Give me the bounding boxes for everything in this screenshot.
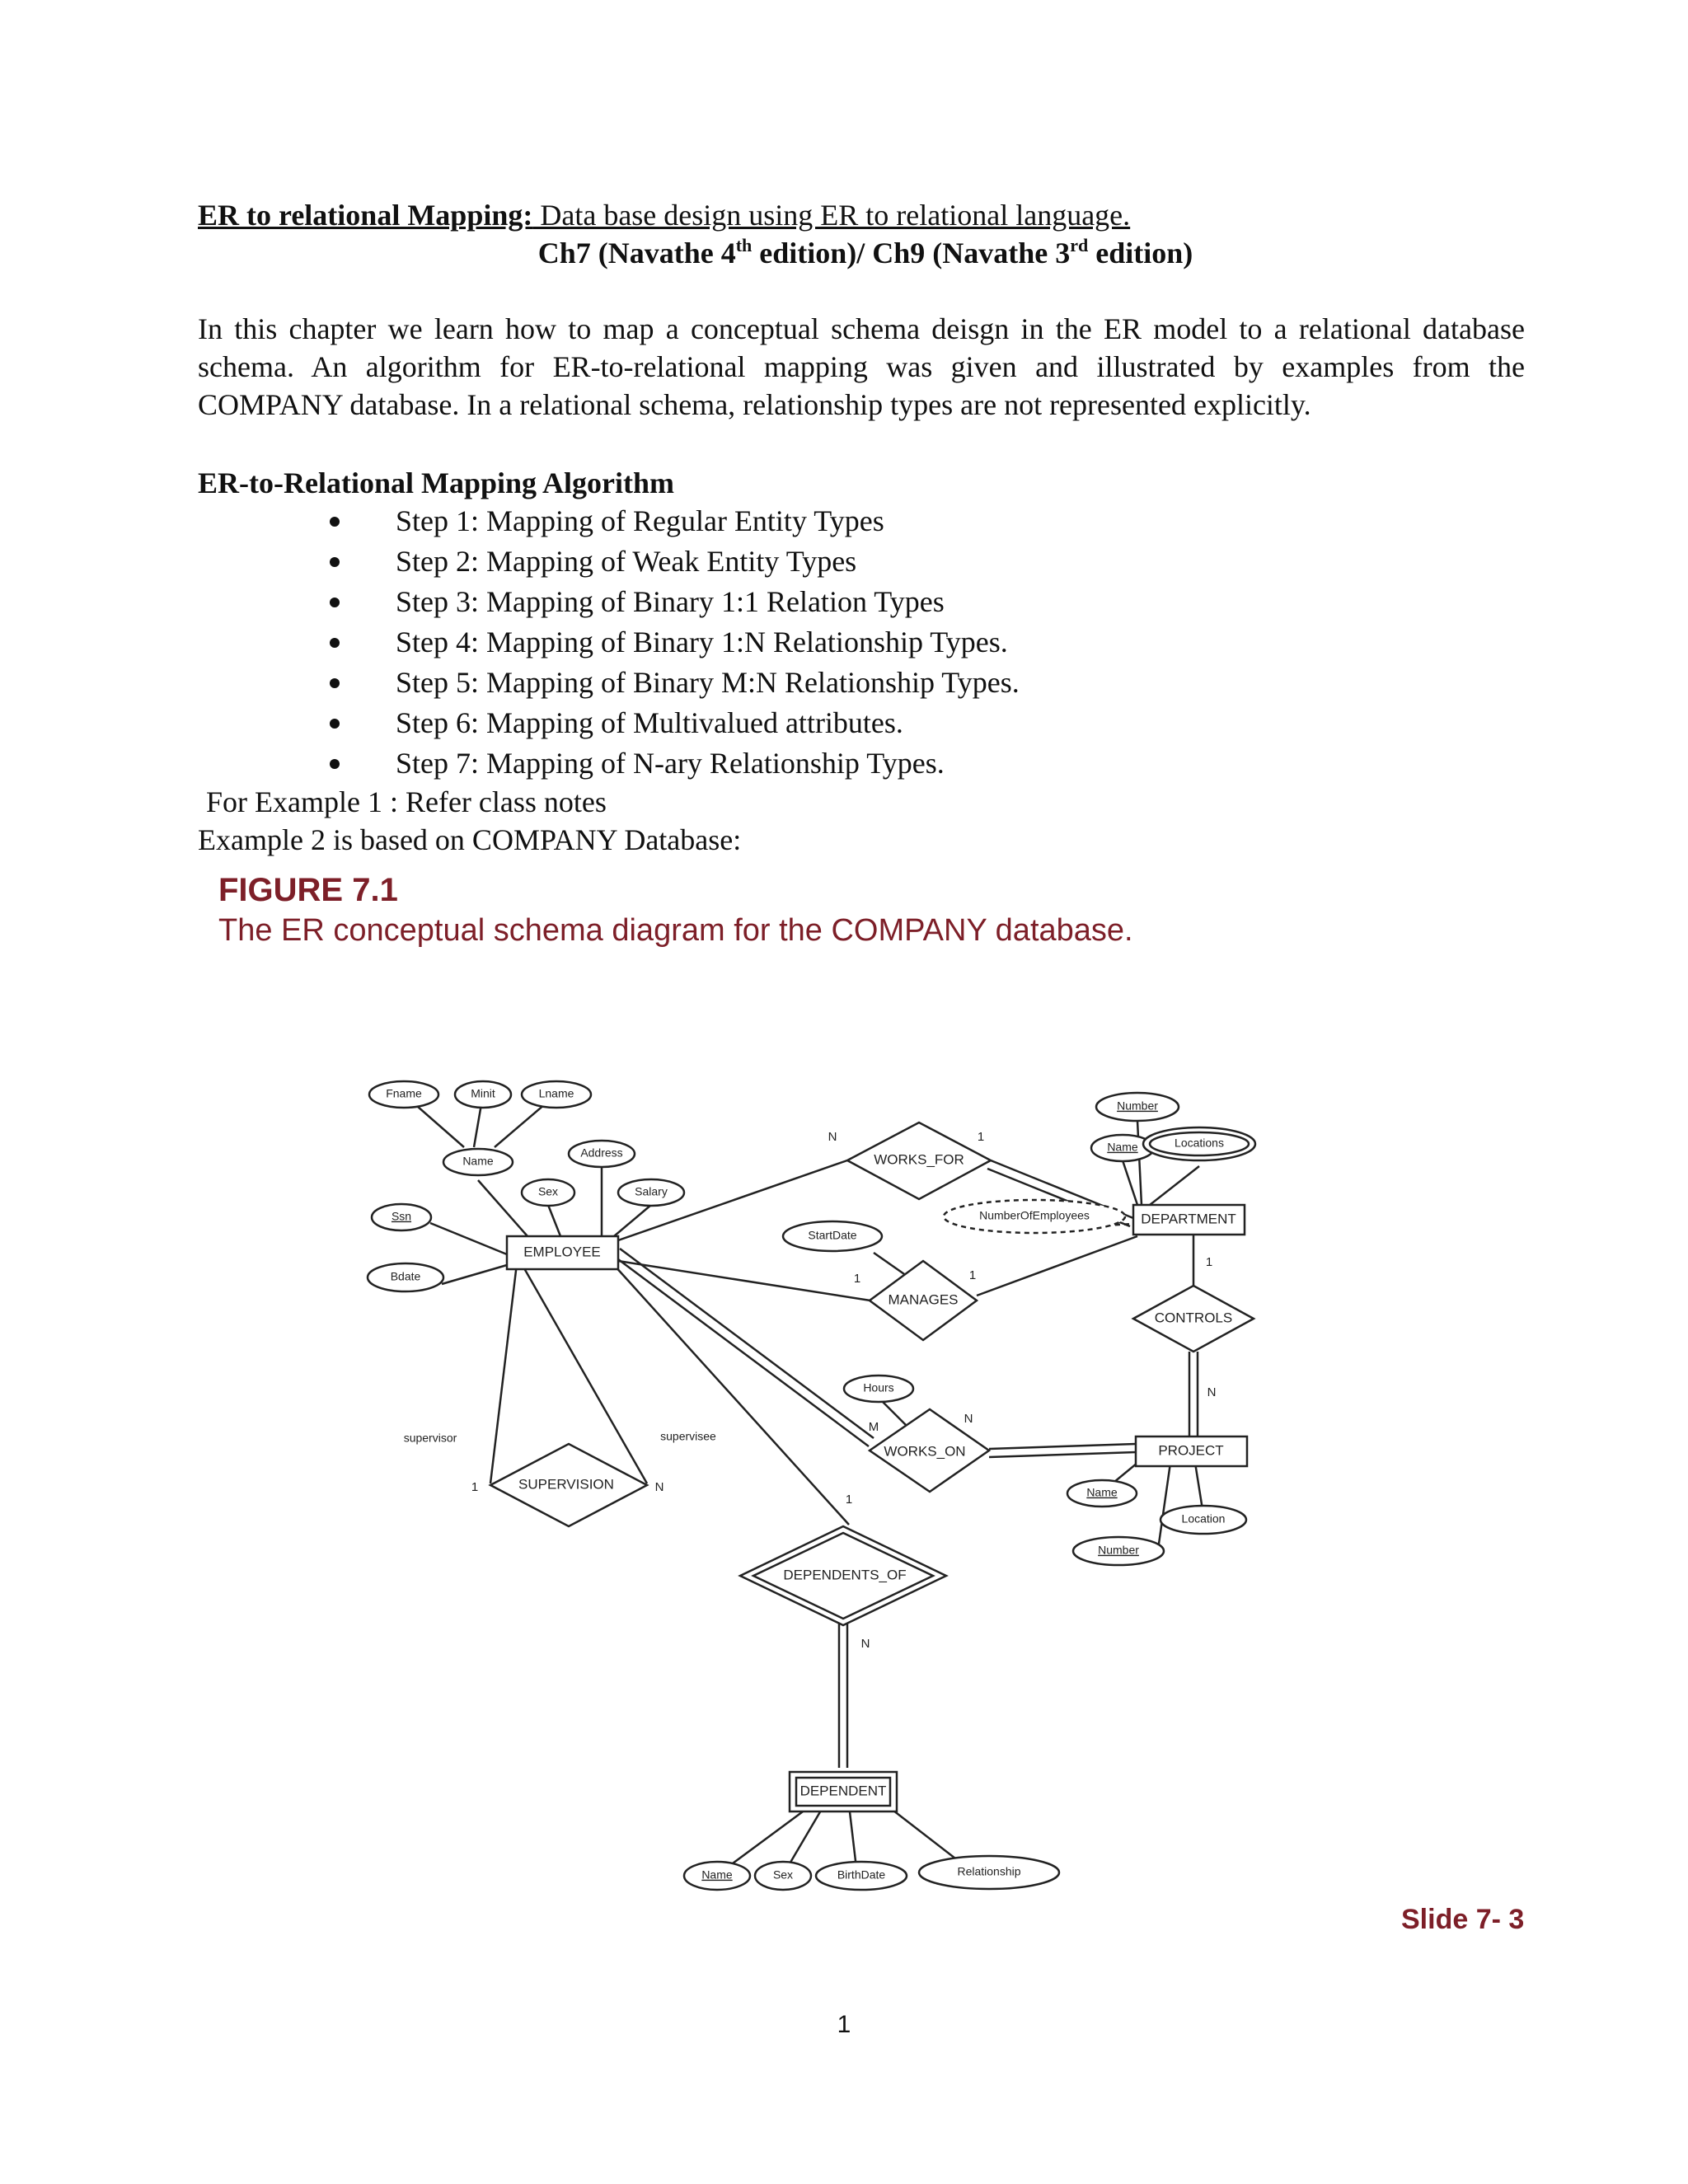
card-dependents-of-1: 1 xyxy=(845,1492,853,1507)
attr-sex: Sex xyxy=(537,1184,559,1198)
attr-proj-number: Number xyxy=(1098,1543,1139,1557)
step-text: Step 4: Mapping of Binary 1:N Relationship Types. xyxy=(396,626,1008,658)
card-works-on-m: M xyxy=(868,1419,879,1434)
title-rest: Data base design using ER to relational language. xyxy=(532,199,1131,232)
role-supervisee: supervisee xyxy=(660,1429,716,1443)
card-controls-dept-1: 1 xyxy=(1205,1254,1213,1269)
label-project: PROJECT xyxy=(1158,1442,1224,1459)
label-employee: EMPLOYEE xyxy=(523,1244,601,1260)
label-supervision: SUPERVISION xyxy=(518,1476,614,1493)
attr-fname: Fname xyxy=(386,1086,422,1100)
label-works-for: WORKS_FOR xyxy=(874,1151,964,1168)
label-dependent: DEPENDENT xyxy=(799,1783,887,1799)
subtitle-part-c: edition) xyxy=(1088,237,1193,269)
attr-relationship: Relationship xyxy=(957,1864,1021,1878)
card-supervision-n: N xyxy=(654,1479,664,1494)
step-text: Step 1: Mapping of Regular Entity Types xyxy=(396,504,884,537)
subtitle-sup-rd: rd xyxy=(1070,235,1089,255)
label-dependents-of: DEPENDENTS_OF xyxy=(783,1567,907,1583)
card-works-on-n: N xyxy=(964,1411,973,1426)
slide-label: Slide 7- 3 xyxy=(1401,1904,1525,1935)
attr-startdate: StartDate xyxy=(808,1228,857,1242)
attr-dept-name: Name xyxy=(1107,1140,1138,1154)
attr-dept-number: Number xyxy=(1117,1099,1158,1113)
card-dependents-of-n: N xyxy=(860,1636,870,1651)
intro-paragraph: In this chapter we learn how to map a conceptual schema deisgn in the ER model to a relational database schema. An algorithm for ER-to-relational mapping was given and illustrated by examples from the COMPANY database. In a relational schema, relationship types are not represented explicitly. xyxy=(198,312,1525,421)
figure-number: FIGURE 7.1 xyxy=(218,872,398,908)
step-text: Step 5: Mapping of Binary M:N Relationship Types. xyxy=(396,666,1020,699)
attr-locations: Locations xyxy=(1175,1136,1224,1150)
card-supervision-1: 1 xyxy=(471,1479,479,1494)
attr-lname: Lname xyxy=(538,1086,574,1100)
step-text: Step 2: Mapping of Weak Entity Types xyxy=(396,545,857,578)
algorithm-heading: ER-to-Relational Mapping Algorithm xyxy=(198,466,675,499)
example-1-text: For Example 1 : Refer class notes xyxy=(206,785,607,818)
attr-emp-name: Name xyxy=(462,1154,494,1168)
attr-location: Location xyxy=(1181,1511,1226,1526)
card-works-for-1: 1 xyxy=(977,1129,985,1144)
figure-caption: The ER conceptual schema diagram for the COMPANY database. xyxy=(218,913,1133,948)
attr-birthdate: BirthDate xyxy=(837,1868,886,1882)
example-2-text: Example 2 is based on COMPANY Database: xyxy=(198,823,742,856)
card-manages-emp-1: 1 xyxy=(853,1271,861,1286)
card-works-for-n: N xyxy=(828,1129,837,1144)
title-bold: ER to relational Mapping: xyxy=(198,199,533,232)
attr-address: Address xyxy=(580,1146,623,1160)
attr-minit: Minit xyxy=(471,1086,495,1100)
step-text: Step 6: Mapping of Multivalued attributes. xyxy=(396,706,903,739)
label-controls: CONTROLS xyxy=(1154,1310,1233,1326)
label-works-on: WORKS_ON xyxy=(884,1443,966,1460)
page-number: 1 xyxy=(837,2011,851,2038)
label-manages: MANAGES xyxy=(888,1291,959,1308)
card-manages-dept-1: 1 xyxy=(968,1268,977,1282)
attr-bdate: Bdate xyxy=(390,1269,421,1283)
attr-ssn: Ssn xyxy=(391,1209,412,1223)
subtitle-sup-th: th xyxy=(735,235,753,255)
attr-dep-name: Name xyxy=(701,1868,733,1882)
subtitle-part-b: edition)/ Ch9 (Navathe 3 xyxy=(752,237,1071,269)
subtitle-part-a: Ch7 (Navathe 4 xyxy=(537,237,736,269)
card-controls-proj-n: N xyxy=(1207,1385,1217,1399)
label-department: DEPARTMENT xyxy=(1141,1211,1236,1227)
attr-numberofemployees: NumberOfEmployees xyxy=(979,1208,1090,1222)
attr-dep-sex: Sex xyxy=(772,1868,794,1882)
attr-hours: Hours xyxy=(863,1380,894,1394)
attr-salary: Salary xyxy=(635,1184,668,1198)
step-text: Step 3: Mapping of Binary 1:1 Relation Types xyxy=(396,585,945,618)
attr-proj-name: Name xyxy=(1086,1485,1118,1499)
role-supervisor: supervisor xyxy=(403,1431,457,1445)
step-text: Step 7: Mapping of N-ary Relationship Types. xyxy=(396,747,945,780)
